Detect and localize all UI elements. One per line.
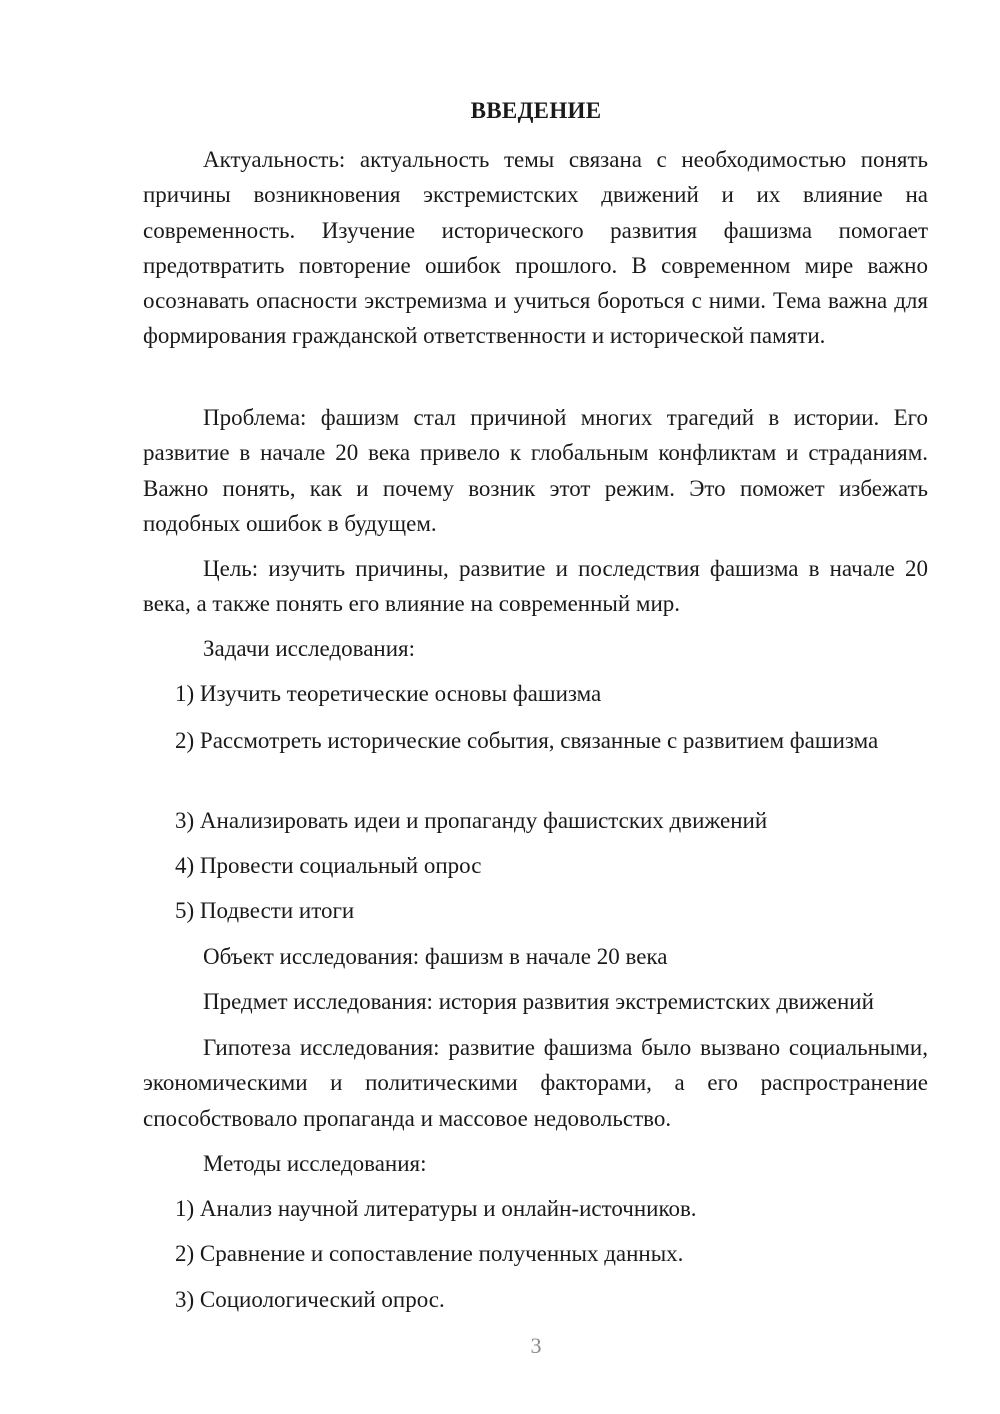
task-item-2: 2) Рассмотреть исторические события, связанные с развитием фашизма xyxy=(175,728,879,753)
object-paragraph: Объект исследования: фашизм в начале 20 века xyxy=(203,944,668,969)
hypothesis-paragraph: Гипотеза исследования: развитие фашизма было вызвано социальными, экономическими и политическими факторами, а его распространение способствовало пропаганда и массовое недовольство. xyxy=(143,1035,928,1131)
method-item-3: 3) Социологический опрос. xyxy=(175,1287,445,1312)
page-number: 3 xyxy=(530,1333,542,1358)
tasks-heading: Задачи исследования: xyxy=(203,636,416,661)
task-item-3: 3) Анализировать идеи и пропаганду фашистских движений xyxy=(175,808,768,833)
problem-paragraph: Проблема: фашизм стал причиной многих трагедий в истории. Его развитие в начале 20 века привело к глобальным конфликтам и страданиям. Важно понять, как и почему возник этот режим. Это поможет избежать подобных ошибок в будущем. xyxy=(143,405,928,536)
section-title: ВВЕДЕНИЕ xyxy=(470,98,602,123)
task-item-5: 5) Подвести итоги xyxy=(175,898,355,923)
method-item-2: 2) Сравнение и сопоставление полученных данных. xyxy=(175,1241,684,1266)
task-item-4: 4) Провести социальный опрос xyxy=(175,853,482,878)
relevance-paragraph: Актуальность: актуальность темы связана с необходимостью понять причины возникновения экстремистских движений и их влияние на современность. Изучение исторического развития фашизма помогает предотвратить повторение ошибок прошлого. В современном мире важно осознавать опасности экстремизма и учиться бороться с ними. Тема важна для формирования гражданской ответственности и исторической памяти. xyxy=(143,147,928,349)
methods-heading: Методы исследования: xyxy=(203,1151,427,1176)
task-item-1: 1) Изучить теоретические основы фашизма xyxy=(175,681,602,706)
goal-paragraph: Цель: изучить причины, развитие и последствия фашизма в начале 20 века, а также понять его влияние на современный мир. xyxy=(143,556,928,617)
method-item-1: 1) Анализ научной литературы и онлайн-источников. xyxy=(175,1196,697,1221)
subject-paragraph: Предмет исследования: история развития экстремистских движений xyxy=(203,989,874,1014)
